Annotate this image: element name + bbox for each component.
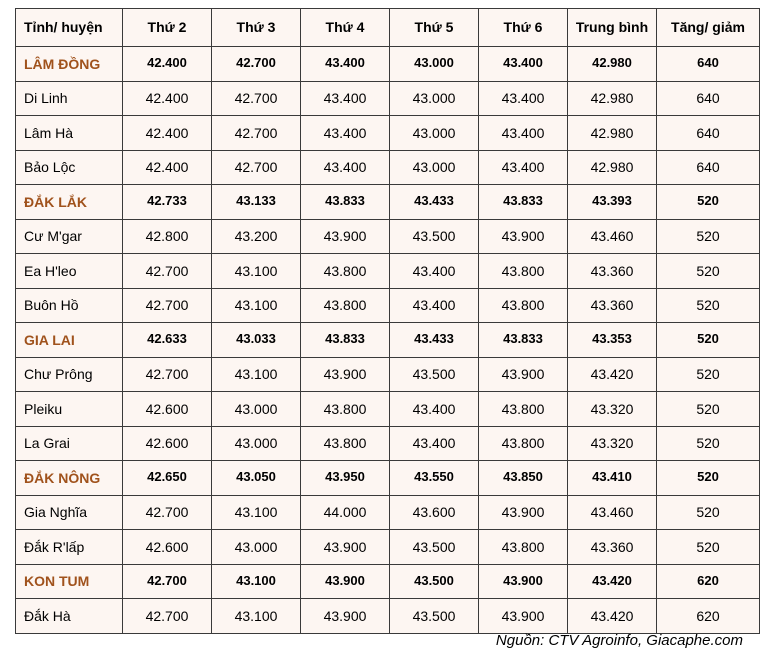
header-monday: Thứ 2	[123, 9, 212, 47]
cell-change: 520	[657, 495, 760, 530]
cell-wednesday: 43.950	[301, 461, 390, 496]
header-wednesday: Thứ 4	[301, 9, 390, 47]
cell-monday: 42.600	[123, 530, 212, 565]
cell-name: Buôn Hồ	[16, 288, 123, 323]
cell-monday: 42.400	[123, 150, 212, 185]
cell-friday: 43.800	[479, 426, 568, 461]
cell-thursday: 43.000	[390, 150, 479, 185]
province-row	[16, 185, 760, 220]
province-row	[16, 47, 760, 82]
cell-average: 43.360	[568, 254, 657, 289]
cell-monday: 42.600	[123, 426, 212, 461]
province-row	[16, 323, 760, 358]
table-row	[16, 599, 760, 634]
cell-wednesday: 43.833	[301, 185, 390, 220]
cell-average: 42.980	[568, 47, 657, 82]
table-row	[16, 426, 760, 461]
cell-wednesday: 43.900	[301, 564, 390, 599]
cell-name: LÂM ĐỒNG	[16, 47, 123, 82]
cell-friday: 43.850	[479, 461, 568, 496]
cell-change: 520	[657, 288, 760, 323]
cell-thursday: 43.000	[390, 81, 479, 116]
cell-monday: 42.700	[123, 599, 212, 634]
cell-change: 520	[657, 530, 760, 565]
cell-friday: 43.900	[479, 564, 568, 599]
header-average: Trung bình	[568, 9, 657, 47]
cell-change: 640	[657, 47, 760, 82]
cell-average: 43.420	[568, 599, 657, 634]
cell-monday: 42.700	[123, 564, 212, 599]
cell-average: 42.980	[568, 116, 657, 151]
cell-name: ĐẮK NÔNG	[16, 461, 123, 496]
cell-thursday: 43.400	[390, 288, 479, 323]
cell-thursday: 43.433	[390, 323, 479, 358]
cell-thursday: 43.600	[390, 495, 479, 530]
cell-thursday: 43.400	[390, 254, 479, 289]
cell-tuesday: 42.700	[212, 47, 301, 82]
cell-thursday: 43.500	[390, 530, 479, 565]
cell-name: La Grai	[16, 426, 123, 461]
cell-tuesday: 43.200	[212, 219, 301, 254]
cell-friday: 43.900	[479, 357, 568, 392]
source-note: Nguồn: CTV Agroinfo, Giacaphe.com	[495, 632, 743, 649]
cell-monday: 42.733	[123, 185, 212, 220]
cell-change: 640	[657, 116, 760, 151]
cell-thursday: 43.400	[390, 392, 479, 427]
header-tuesday: Thứ 3	[212, 9, 301, 47]
cell-tuesday: 43.100	[212, 495, 301, 530]
cell-average: 43.360	[568, 530, 657, 565]
cell-change: 520	[657, 357, 760, 392]
table-row	[16, 530, 760, 565]
cell-tuesday: 42.700	[212, 150, 301, 185]
cell-wednesday: 43.400	[301, 150, 390, 185]
cell-average: 43.420	[568, 564, 657, 599]
cell-tuesday: 43.100	[212, 288, 301, 323]
cell-change: 640	[657, 81, 760, 116]
cell-name: Gia Nghĩa	[16, 495, 123, 530]
cell-thursday: 43.400	[390, 426, 479, 461]
cell-thursday: 43.550	[390, 461, 479, 496]
cell-monday: 42.800	[123, 219, 212, 254]
cell-wednesday: 43.833	[301, 323, 390, 358]
header-change: Tăng/ giảm	[657, 9, 760, 47]
cell-tuesday: 43.050	[212, 461, 301, 496]
cell-wednesday: 43.800	[301, 254, 390, 289]
table-row	[16, 288, 760, 323]
cell-friday: 43.833	[479, 185, 568, 220]
cell-average: 43.460	[568, 495, 657, 530]
cell-monday: 42.700	[123, 254, 212, 289]
cell-average: 43.360	[568, 288, 657, 323]
cell-change: 620	[657, 564, 760, 599]
cell-thursday: 43.000	[390, 116, 479, 151]
cell-change: 640	[657, 150, 760, 185]
cell-name: Ea H'leo	[16, 254, 123, 289]
cell-thursday: 43.433	[390, 185, 479, 220]
cell-tuesday: 42.700	[212, 81, 301, 116]
cell-change: 520	[657, 323, 760, 358]
cell-thursday: 43.500	[390, 219, 479, 254]
cell-change: 520	[657, 392, 760, 427]
cell-wednesday: 43.900	[301, 530, 390, 565]
cell-wednesday: 43.900	[301, 357, 390, 392]
cell-friday: 43.400	[479, 116, 568, 151]
cell-tuesday: 43.100	[212, 254, 301, 289]
header-row	[16, 9, 760, 47]
cell-monday: 42.400	[123, 81, 212, 116]
cell-friday: 43.400	[479, 47, 568, 82]
cell-average: 42.980	[568, 150, 657, 185]
cell-name: Đắk R'lấp	[16, 530, 123, 565]
cell-name: Di Linh	[16, 81, 123, 116]
cell-average: 43.410	[568, 461, 657, 496]
cell-average: 43.393	[568, 185, 657, 220]
cell-friday: 43.800	[479, 530, 568, 565]
cell-change: 520	[657, 426, 760, 461]
cell-change: 620	[657, 599, 760, 634]
cell-average: 42.980	[568, 81, 657, 116]
cell-tuesday: 43.033	[212, 323, 301, 358]
header-friday: Thứ 6	[479, 9, 568, 47]
cell-wednesday: 43.900	[301, 599, 390, 634]
cell-tuesday: 43.000	[212, 530, 301, 565]
cell-monday: 42.400	[123, 116, 212, 151]
cell-name: GIA LAI	[16, 323, 123, 358]
cell-average: 43.353	[568, 323, 657, 358]
cell-monday: 42.700	[123, 357, 212, 392]
coffee-price-table	[15, 8, 760, 634]
cell-name: Lâm Hà	[16, 116, 123, 151]
cell-wednesday: 43.900	[301, 219, 390, 254]
header-province: Tỉnh/ huyện	[16, 9, 123, 47]
cell-change: 520	[657, 254, 760, 289]
cell-name: Bảo Lộc	[16, 150, 123, 185]
cell-monday: 42.650	[123, 461, 212, 496]
cell-monday: 42.633	[123, 323, 212, 358]
cell-friday: 43.800	[479, 392, 568, 427]
cell-name: Cư M'gar	[16, 219, 123, 254]
cell-friday: 43.800	[479, 254, 568, 289]
cell-name: Chư Prông	[16, 357, 123, 392]
cell-friday: 43.900	[479, 599, 568, 634]
cell-wednesday: 43.400	[301, 47, 390, 82]
cell-thursday: 43.000	[390, 47, 479, 82]
cell-wednesday: 43.800	[301, 288, 390, 323]
cell-change: 520	[657, 185, 760, 220]
table-row	[16, 495, 760, 530]
cell-tuesday: 43.100	[212, 599, 301, 634]
table-row	[16, 254, 760, 289]
cell-thursday: 43.500	[390, 599, 479, 634]
province-row	[16, 461, 760, 496]
cell-name: Đắk Hà	[16, 599, 123, 634]
cell-name: KON TUM	[16, 564, 123, 599]
cell-average: 43.320	[568, 426, 657, 461]
cell-average: 43.320	[568, 392, 657, 427]
cell-friday: 43.400	[479, 150, 568, 185]
cell-wednesday: 43.400	[301, 81, 390, 116]
table-row	[16, 357, 760, 392]
cell-tuesday: 43.133	[212, 185, 301, 220]
cell-tuesday: 43.000	[212, 426, 301, 461]
cell-friday: 43.400	[479, 81, 568, 116]
cell-wednesday: 44.000	[301, 495, 390, 530]
cell-average: 43.460	[568, 219, 657, 254]
table-row	[16, 116, 760, 151]
cell-thursday: 43.500	[390, 357, 479, 392]
cell-wednesday: 43.400	[301, 116, 390, 151]
cell-monday: 42.700	[123, 495, 212, 530]
cell-tuesday: 43.000	[212, 392, 301, 427]
cell-thursday: 43.500	[390, 564, 479, 599]
cell-monday: 42.700	[123, 288, 212, 323]
cell-change: 520	[657, 219, 760, 254]
province-row	[16, 564, 760, 599]
cell-name: Pleiku	[16, 392, 123, 427]
cell-friday: 43.833	[479, 323, 568, 358]
table-row	[16, 392, 760, 427]
cell-friday: 43.900	[479, 495, 568, 530]
cell-tuesday: 43.100	[212, 357, 301, 392]
cell-wednesday: 43.800	[301, 426, 390, 461]
table-row	[16, 150, 760, 185]
cell-tuesday: 42.700	[212, 116, 301, 151]
cell-average: 43.420	[568, 357, 657, 392]
cell-monday: 42.400	[123, 47, 212, 82]
cell-change: 520	[657, 461, 760, 496]
table-row	[16, 81, 760, 116]
header-thursday: Thứ 5	[390, 9, 479, 47]
table-row	[16, 219, 760, 254]
cell-monday: 42.600	[123, 392, 212, 427]
cell-wednesday: 43.800	[301, 392, 390, 427]
cell-tuesday: 43.100	[212, 564, 301, 599]
cell-friday: 43.800	[479, 288, 568, 323]
cell-name: ĐẮK LẮK	[16, 185, 123, 220]
cell-friday: 43.900	[479, 219, 568, 254]
